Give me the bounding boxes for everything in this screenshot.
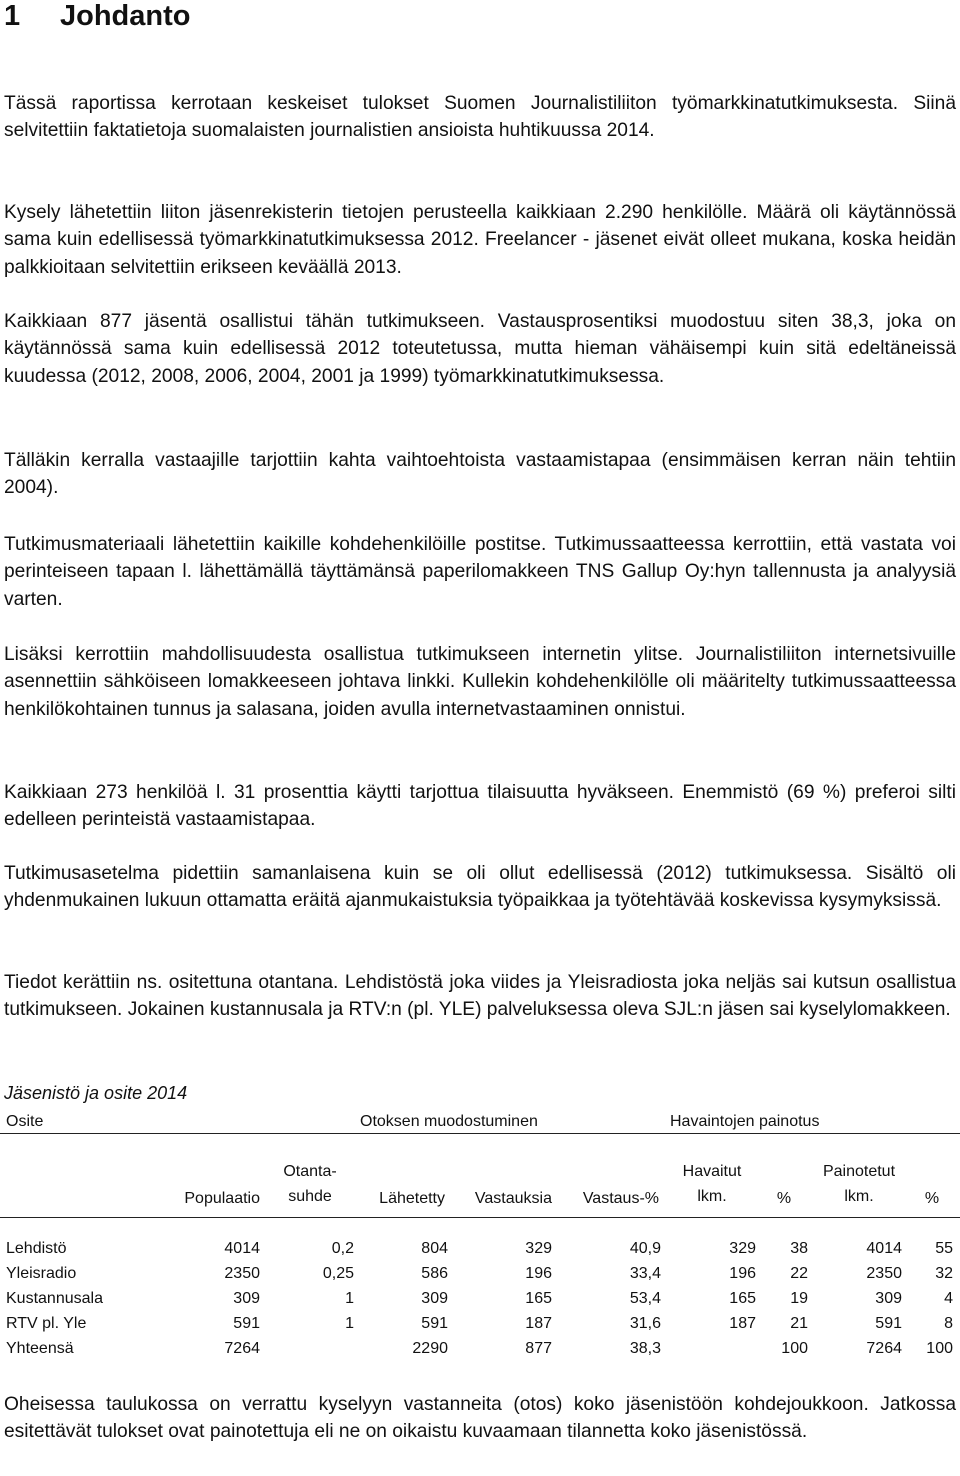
table-cell: 4 — [944, 1290, 953, 1307]
table-cell: 7264 — [866, 1340, 902, 1357]
table-caption: Jäsenistö ja osite 2014 — [4, 1083, 188, 1103]
table-cell: 309 — [875, 1290, 902, 1307]
table-row-label: RTV pl. Yle — [6, 1315, 87, 1332]
table-cell: 100 — [781, 1340, 808, 1357]
col-header-painotetut-lkm: lkm. — [844, 1188, 874, 1205]
col-header-havaitut-pct: % — [776, 1190, 792, 1207]
table-row-label: Kustannusala — [6, 1290, 103, 1307]
table-cell: 804 — [421, 1240, 448, 1257]
table-cell: 33,4 — [629, 1265, 661, 1282]
table-cell: 309 — [233, 1290, 260, 1307]
table-cell: 196 — [729, 1265, 756, 1282]
paragraph-7: Kaikkiaan 273 henkilöä l. 31 prosenttia käytti tarjottua tilaisuutta hyväkseen. Enemmistö (69 %) preferoi silti edelleen perinteistä vastaamistapaa. — [4, 782, 956, 831]
table-cell: 1 — [345, 1290, 354, 1307]
col-header-painotetut-pct: % — [924, 1190, 940, 1207]
table-row-label: Yhteensä — [6, 1340, 74, 1357]
table-cell: 22 — [790, 1265, 808, 1282]
table-cell: 38,3 — [629, 1340, 661, 1357]
paragraph-8: Tutkimusasetelma pidettiin samanlaisena kuin se oli ollut edellisessä (2012) tutkimuksessa. Sisältö oli yhdenmukainen lukuun ottamatta eräitä ajanmukaistuksia työpaikkaa ja työtehtävää koskevissa kysymyksissä. — [4, 863, 956, 912]
table-cell: 2350 — [224, 1265, 260, 1282]
table-cell: 8 — [944, 1315, 953, 1332]
table-cell: 877 — [525, 1340, 552, 1357]
chapter-number: 1 — [4, 0, 21, 32]
col-header-vastausprosentti: Vastaus-% — [582, 1190, 659, 1207]
table-cell: 165 — [525, 1290, 552, 1307]
paragraph-1: Tässä raportissa kerrotaan keskeiset tulokset Suomen Journalistiliiton työmarkkinatutkimuksesta. Siinä selvitettiin faktatietoja suomalaisten journalistien ansioista huhtikuussa 2014. — [4, 93, 956, 142]
table-cell: 196 — [525, 1265, 552, 1282]
table-cell: 165 — [729, 1290, 756, 1307]
col-header-otanta: Otanta- — [283, 1163, 337, 1180]
col-header-suhde: suhde — [288, 1188, 332, 1205]
col-header-populaatio: Populaatio — [184, 1190, 260, 1207]
closing-paragraph: Oheisessa taulukossa on verrattu kyselyyn vastanneita (otos) koko jäsenistöön kohdejoukkoon. Jatkossa esitettävät tulokset ovat painotettuja eli ne on oikaistu kuvaamaan tilannetta koko jäsenistössä. — [4, 1394, 956, 1443]
table-cell: 21 — [790, 1315, 808, 1332]
header-rule-top — [0, 1133, 960, 1134]
paragraph-2: Kysely lähetettiin liiton jäsenrekisterin tietojen perusteella kaikkiaan 2.290 henkilölle. Määrä oli käytännössä sama kuin edellisessä työmarkkinatutkimuksessa 2012. Freelancer - jäsenet eivät olleet mukana, koska heidän palkkioitaan selvitettiin erikseen keväällä 2013. — [4, 202, 956, 278]
table-cell: 591 — [233, 1315, 260, 1332]
table-cell: 591 — [875, 1315, 902, 1332]
table-cell: 0,2 — [331, 1240, 354, 1257]
table-row-label: Lehdistö — [6, 1240, 67, 1257]
table-cell: 2290 — [412, 1340, 448, 1357]
paragraph-4: Tälläkin kerralla vastaajille tarjottiin kahta vaihtoehtoista vastaamistapaa (ensimmäisen kerran näin tehtiin 2004). — [4, 450, 956, 499]
table-cell: 32 — [935, 1265, 953, 1282]
table-cell: 40,9 — [629, 1240, 661, 1257]
group-header-otos: Otoksen muodostuminen — [360, 1113, 538, 1130]
table-cell: 38 — [790, 1240, 808, 1257]
col-header-painotetut: Painotetut — [822, 1163, 896, 1180]
chapter-title: Johdanto — [60, 0, 191, 32]
paragraph-6: Lisäksi kerrottiin mahdollisuudesta osallistua tutkimukseen internetin ylitse. Journalistiliiton internetsivuille asennettiin sähköiseen lomakkeeseen johtava linkki. Kullekin kohdehenkilölle oli määritelty tutkimussaatteessa henkilökohtainen tunnus ja salasana, joiden avulla internetvastaaminen onnistui. — [4, 644, 956, 720]
table-cell: 591 — [421, 1315, 448, 1332]
group-header-painotus: Havaintojen painotus — [670, 1113, 820, 1130]
table-row-label: Yleisradio — [6, 1265, 77, 1282]
table-cell: 2350 — [866, 1265, 902, 1282]
paragraph-9: Tiedot kerättiin ns. ositettuna otantana. Lehdistöstä joka viides ja Yleisradiosta joka neljäs sai kutsun osallistua tutkimukseen. Jokainen kustannusala ja RTV:n (pl. YLE) palveluksessa oleva SJL:n jäsen sai kyselylomakkeen. — [4, 972, 956, 1021]
col-header-havaitut: Havaitut — [682, 1163, 742, 1180]
header-rule-bottom — [0, 1217, 960, 1218]
table-cell: 31,6 — [629, 1315, 661, 1332]
table-cell: 4014 — [866, 1240, 902, 1257]
col-header-havaitut-lkm: lkm. — [697, 1188, 727, 1205]
table-cell: 100 — [926, 1340, 953, 1357]
table-cell: 309 — [421, 1290, 448, 1307]
table-cell: 187 — [729, 1315, 756, 1332]
table-cell: 586 — [421, 1265, 448, 1282]
paragraph-3: Kaikkiaan 877 jäsentä osallistui tähän tutkimukseen. Vastausprosentiksi muodostuu siten 38,3, joka on käytännössä sama kuin edellisessä 2012 toteutetussa, mutta hieman vähäisempi kuin sitä edeltäneissä kuudessa (2012, 2008, 2006, 2004, 2001 ja 1999) työmarkkinatutkimuksessa. — [4, 311, 956, 387]
table-cell: 4014 — [224, 1240, 260, 1257]
table-cell: 55 — [935, 1240, 953, 1257]
table-cell: 329 — [525, 1240, 552, 1257]
table-cell: 7264 — [224, 1340, 260, 1357]
table-cell: 0,25 — [322, 1265, 354, 1282]
paragraph-5: Tutkimusmateriaali lähetettiin kaikille kohdehenkilöille postitse. Tutkimussaatteessa kerrottiin, että vastata voi perinteiseen tapaan l. lähettämällä täyttämänsä paperilomakkeen TNS Gallup Oy:hyn tallennusta ja analyysiä varten. — [4, 534, 956, 610]
table-cell: 329 — [729, 1240, 756, 1257]
group-header-osite: Osite — [6, 1113, 44, 1130]
table-cell: 1 — [345, 1315, 354, 1332]
table-cell: 19 — [790, 1290, 808, 1307]
col-header-vastauksia: Vastauksia — [474, 1190, 552, 1207]
col-header-lahetetty: Lähetetty — [379, 1190, 445, 1207]
table-cell: 53,4 — [629, 1290, 661, 1307]
table-cell: 187 — [525, 1315, 552, 1332]
